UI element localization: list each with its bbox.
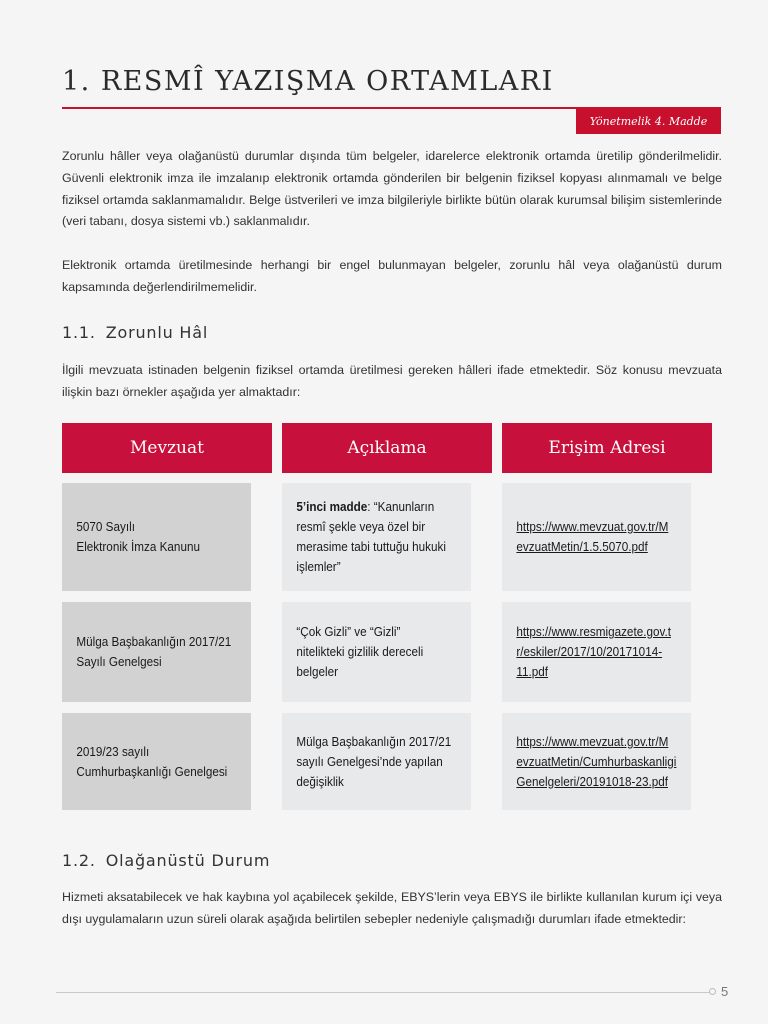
table-row-2-law xyxy=(62,602,251,702)
footer-divider xyxy=(56,992,711,993)
description-line: sayılı Genelgesi’nde yapılan xyxy=(296,753,443,769)
section-1-1-paragraph: İlgili mevzuata istinaden belgenin fiziksel ortamda üretilmesi gereken hâlleri ifade etmektedir. Söz konusu mevzuata ilişkin bazı örnekler aşağıda yer almaktadır: xyxy=(62,363,722,399)
description-line: merasime tabi tuttuğu hukuki xyxy=(296,539,446,554)
url-line[interactable]: https://www.resmigazete.gov.t xyxy=(516,624,671,639)
url-line[interactable]: evzuatMetin/1.5.5070.pdf xyxy=(516,539,648,554)
law-line: Elektronik İmza Kanunu xyxy=(76,539,200,554)
table-row-3-law xyxy=(62,713,251,810)
description-line: işlemler” xyxy=(296,559,341,574)
footer-dot-icon xyxy=(709,988,716,995)
description-line: Mülga Başbakanlığın 2017/21 xyxy=(296,733,452,749)
law-line: Sayılı Genelgesi xyxy=(76,654,162,669)
url-line[interactable]: https://www.mevzuat.gov.tr/M xyxy=(516,519,669,534)
regulation-reference-badge: Yönetmelik 4. Madde xyxy=(576,109,721,134)
table-row-3-description xyxy=(282,713,471,810)
section-heading-zorunlu-hal xyxy=(62,323,208,342)
table-row-3-link[interactable] xyxy=(502,713,691,810)
table-row-2-description xyxy=(282,602,471,702)
law-line: Mülga Başbakanlığın 2017/21 xyxy=(76,634,232,649)
description-line: değişiklik xyxy=(296,773,344,789)
page-number: 5 xyxy=(721,984,729,999)
description-line: nitelikteki gizlilik dereceli xyxy=(296,644,424,659)
column-header-erisim-adresi: Erişim Adresi xyxy=(502,423,712,473)
intro-paragraph-2: Elektronik ortamda üretilmesinde herhangi bir engel bulunmayan belgeler, zorunlu hâl veya olağanüstü durum kapsamında değerlendirilmemelidir. xyxy=(62,258,722,294)
page-title: 1. RESMÎ YAZIŞMA ORTAMLARI xyxy=(62,66,554,97)
section-1-2-paragraph: Hizmeti aksatabilecek ve hak kaybına yol açabilecek şekilde, EBYS’lerin veya EBYS ile birlikte kullanılan kurum içi veya dışı uygulamaların uzun süreli olarak aşağıda belirtilen sebepler nedeniyle çalışmadığı durumları ifade etmektedir: xyxy=(62,890,722,926)
table-row-2-link[interactable] xyxy=(502,602,691,702)
description-text: : “Kanunların xyxy=(367,499,435,514)
table-row-1-description xyxy=(282,483,471,591)
article-reference: 5’inci madde xyxy=(296,499,368,514)
url-line[interactable]: Genelgeleri/20191018-23.pdf xyxy=(516,773,668,789)
description-line: resmî şekle veya özel bir xyxy=(296,519,426,534)
section-title: Zorunlu Hâl xyxy=(105,323,209,342)
description-line xyxy=(296,497,446,517)
url-line[interactable]: evzuatMetin/Cumhurbaskanligi xyxy=(516,753,677,769)
url-line[interactable]: 11.pdf xyxy=(516,664,549,679)
table-row-1-law xyxy=(62,483,251,591)
section-number: 1.1. xyxy=(62,323,96,342)
table-row-1-link[interactable] xyxy=(502,483,691,591)
url-line[interactable]: https://www.mevzuat.gov.tr/M xyxy=(516,733,669,749)
description-line: belgeler xyxy=(296,664,339,679)
section-number: 1.2. xyxy=(62,851,96,870)
intro-paragraph-1: Zorunlu hâller veya olağanüstü durumlar dışında tüm belgeler, idarelerce elektronik ortamda üretilip gönderilmelidir. Güvenli elektronik imza ile imzalanıp elektronik ortamda gönderilen bir belgenin fiziksel kopyası alınmamalı ve belge fiziksel ortamda saklanmamalıdır. Belge üstverileri ve imza bilgileriyle birlikte bütün olarak kurumsal bilişim sistemlerinde (veri tabanı, dosya sistemi vb.) saklanmalıdır. xyxy=(62,149,722,229)
section-heading-olaganustu-durum xyxy=(62,851,270,870)
law-line: 5070 Sayılı xyxy=(76,519,135,534)
law-line: 2019/23 sayılı xyxy=(76,743,150,759)
law-line: Cumhurbaşkanlığı Genelgesi xyxy=(76,763,228,779)
column-header-aciklama: Açıklama xyxy=(282,423,492,473)
column-header-mevzuat: Mevzuat xyxy=(62,423,272,473)
description-line: “Çok Gizli” ve “Gizli” xyxy=(296,624,401,639)
section-title: Olağanüstü Durum xyxy=(105,851,271,870)
url-line[interactable]: r/eskiler/2017/10/20171014- xyxy=(516,644,663,659)
